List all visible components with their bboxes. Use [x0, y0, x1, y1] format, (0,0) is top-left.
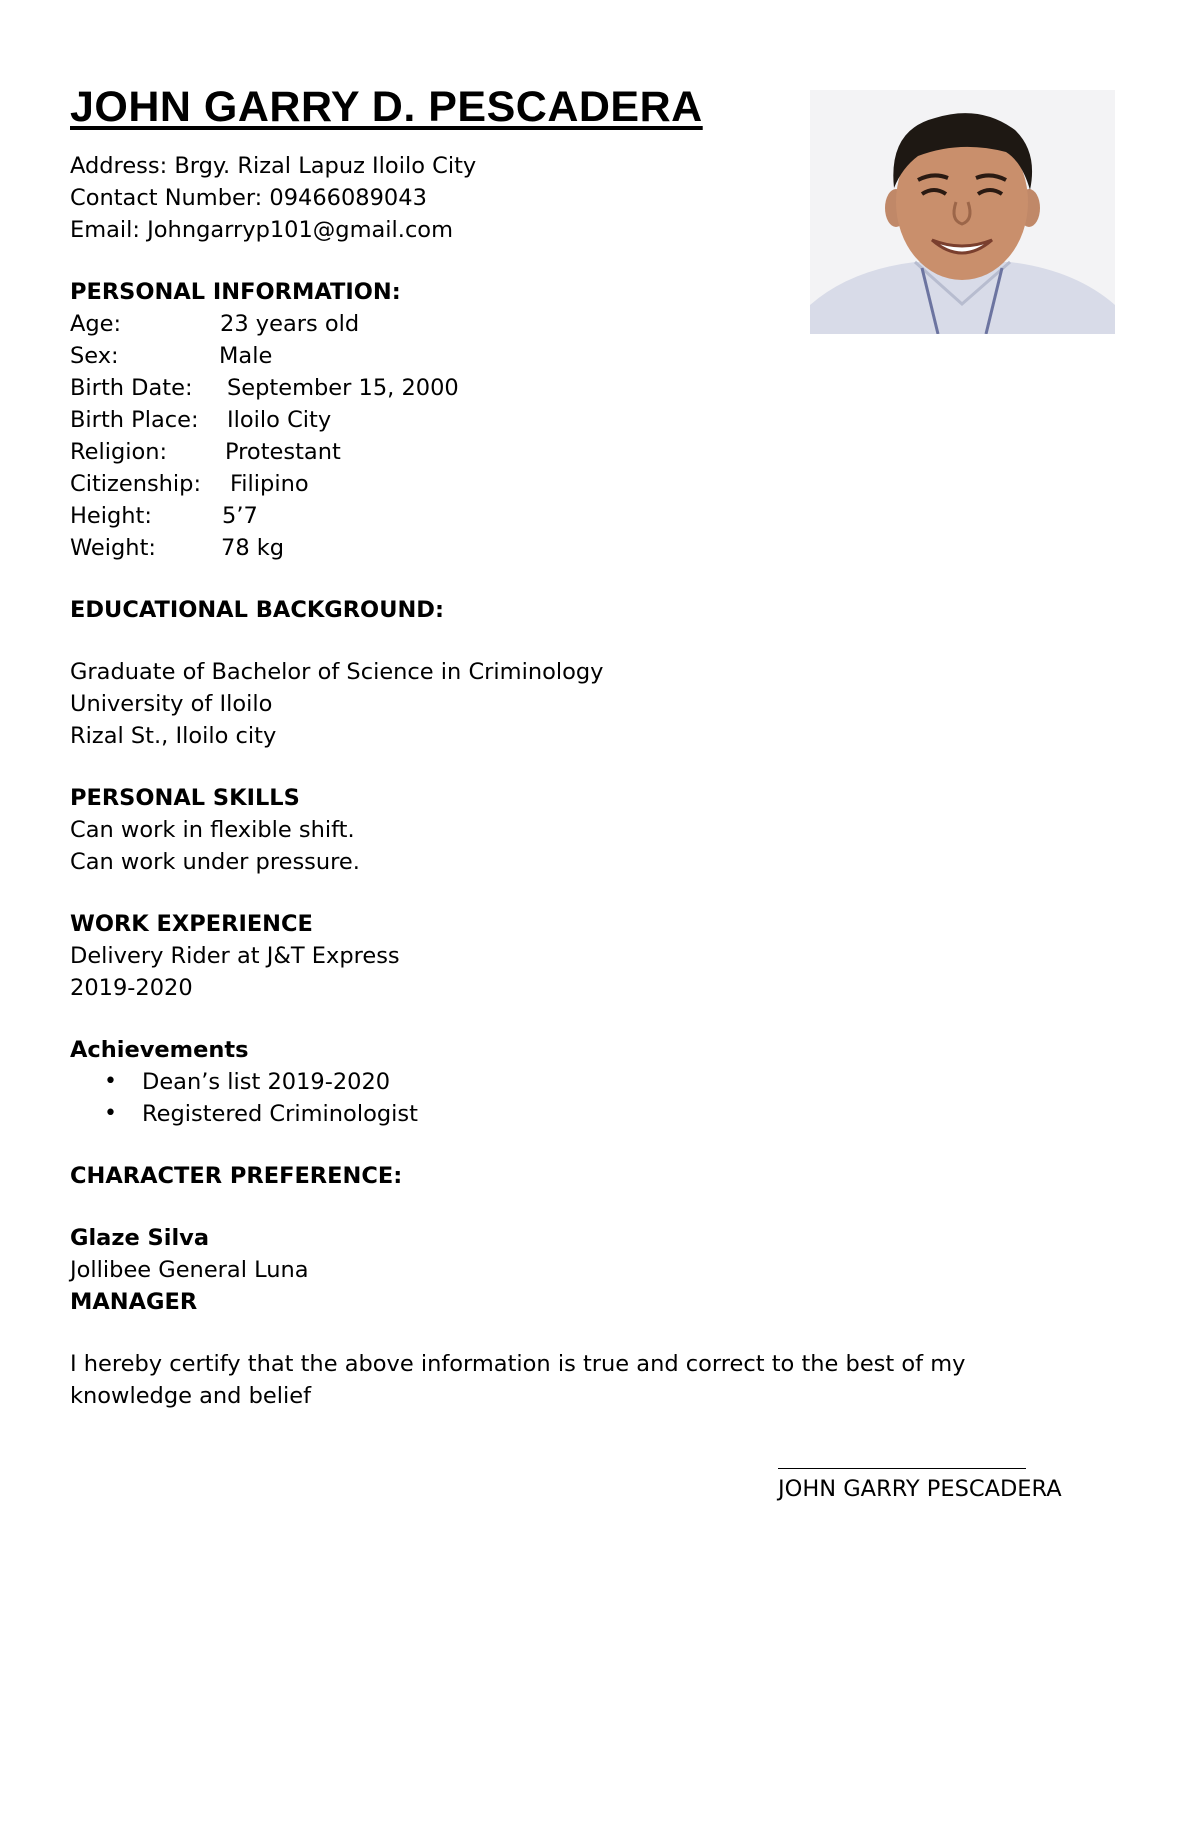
achievements-list	[70, 1066, 1130, 1130]
contact-number-line: Contact Number: 09466089043	[70, 185, 427, 211]
education-address: Rizal St., Iloilo city	[70, 723, 277, 749]
applicant-name: JOHN GARRY D. PESCADERA	[70, 83, 703, 131]
info-label: Birth Date:	[70, 375, 193, 401]
achievements-heading: Achievements	[70, 1037, 249, 1063]
signature-block	[778, 1468, 1138, 1505]
info-value: September 15, 2000	[227, 375, 459, 401]
info-value: Male	[219, 343, 273, 369]
education-heading: EDUCATIONAL BACKGROUND:	[70, 597, 444, 623]
personal-info-heading: PERSONAL INFORMATION:	[70, 279, 401, 305]
certification-line-1: I hereby certify that the above information is true and correct to the best of my	[70, 1351, 966, 1377]
achievement-item: • Registered Criminologist	[70, 1098, 1130, 1130]
info-row-birth-date	[70, 372, 1130, 404]
info-label: Religion:	[70, 439, 168, 465]
education-degree: Graduate of Bachelor of Science in Criminology	[70, 659, 604, 685]
work-years: 2019-2020	[70, 975, 193, 1001]
work-heading: WORK EXPERIENCE	[70, 911, 313, 937]
certification-line-2: knowledge and belief	[70, 1383, 311, 1409]
info-value: Iloilo City	[227, 407, 332, 433]
skills-heading: PERSONAL SKILLS	[70, 785, 300, 811]
signature-name: JOHN GARRY PESCADERA	[778, 1476, 1062, 1502]
info-value: 5’7	[222, 503, 258, 529]
resume-content	[70, 82, 1130, 1412]
education-school: University of Iloilo	[70, 691, 273, 717]
info-label: Weight:	[70, 535, 156, 561]
info-value: Protestant	[225, 439, 341, 465]
skill-item: Can work under pressure.	[70, 849, 360, 875]
info-row-age	[70, 308, 1130, 340]
info-row-religion	[70, 436, 1130, 468]
reference-position: MANAGER	[70, 1289, 198, 1315]
reference-name: Glaze Silva	[70, 1225, 210, 1251]
info-row-sex	[70, 340, 1130, 372]
address-line: Address: Brgy. Rizal Lapuz Iloilo City	[70, 153, 477, 179]
work-position: Delivery Rider at J&T Express	[70, 943, 400, 969]
signature-line	[778, 1468, 1026, 1469]
info-label: Height:	[70, 503, 152, 529]
info-row-height	[70, 500, 1130, 532]
info-row-citizenship	[70, 468, 1130, 500]
reference-heading: CHARACTER PREFERENCE:	[70, 1163, 403, 1189]
info-label: Citizenship:	[70, 471, 202, 497]
email-line: Email: Johngarryp101@gmail.com	[70, 217, 453, 243]
info-label: Age:	[70, 311, 122, 337]
info-row-birth-place	[70, 404, 1130, 436]
info-value: 78 kg	[221, 535, 285, 561]
info-row-weight	[70, 532, 1130, 564]
info-value: Filipino	[230, 471, 309, 497]
info-value: 23 years old	[220, 311, 360, 337]
skill-item: Can work in flexible shift.	[70, 817, 355, 843]
info-label: Birth Place:	[70, 407, 199, 433]
achievement-item: • Dean’s list 2019-2020	[70, 1066, 1130, 1098]
info-label: Sex:	[70, 343, 119, 369]
reference-company: Jollibee General Luna	[70, 1257, 309, 1283]
